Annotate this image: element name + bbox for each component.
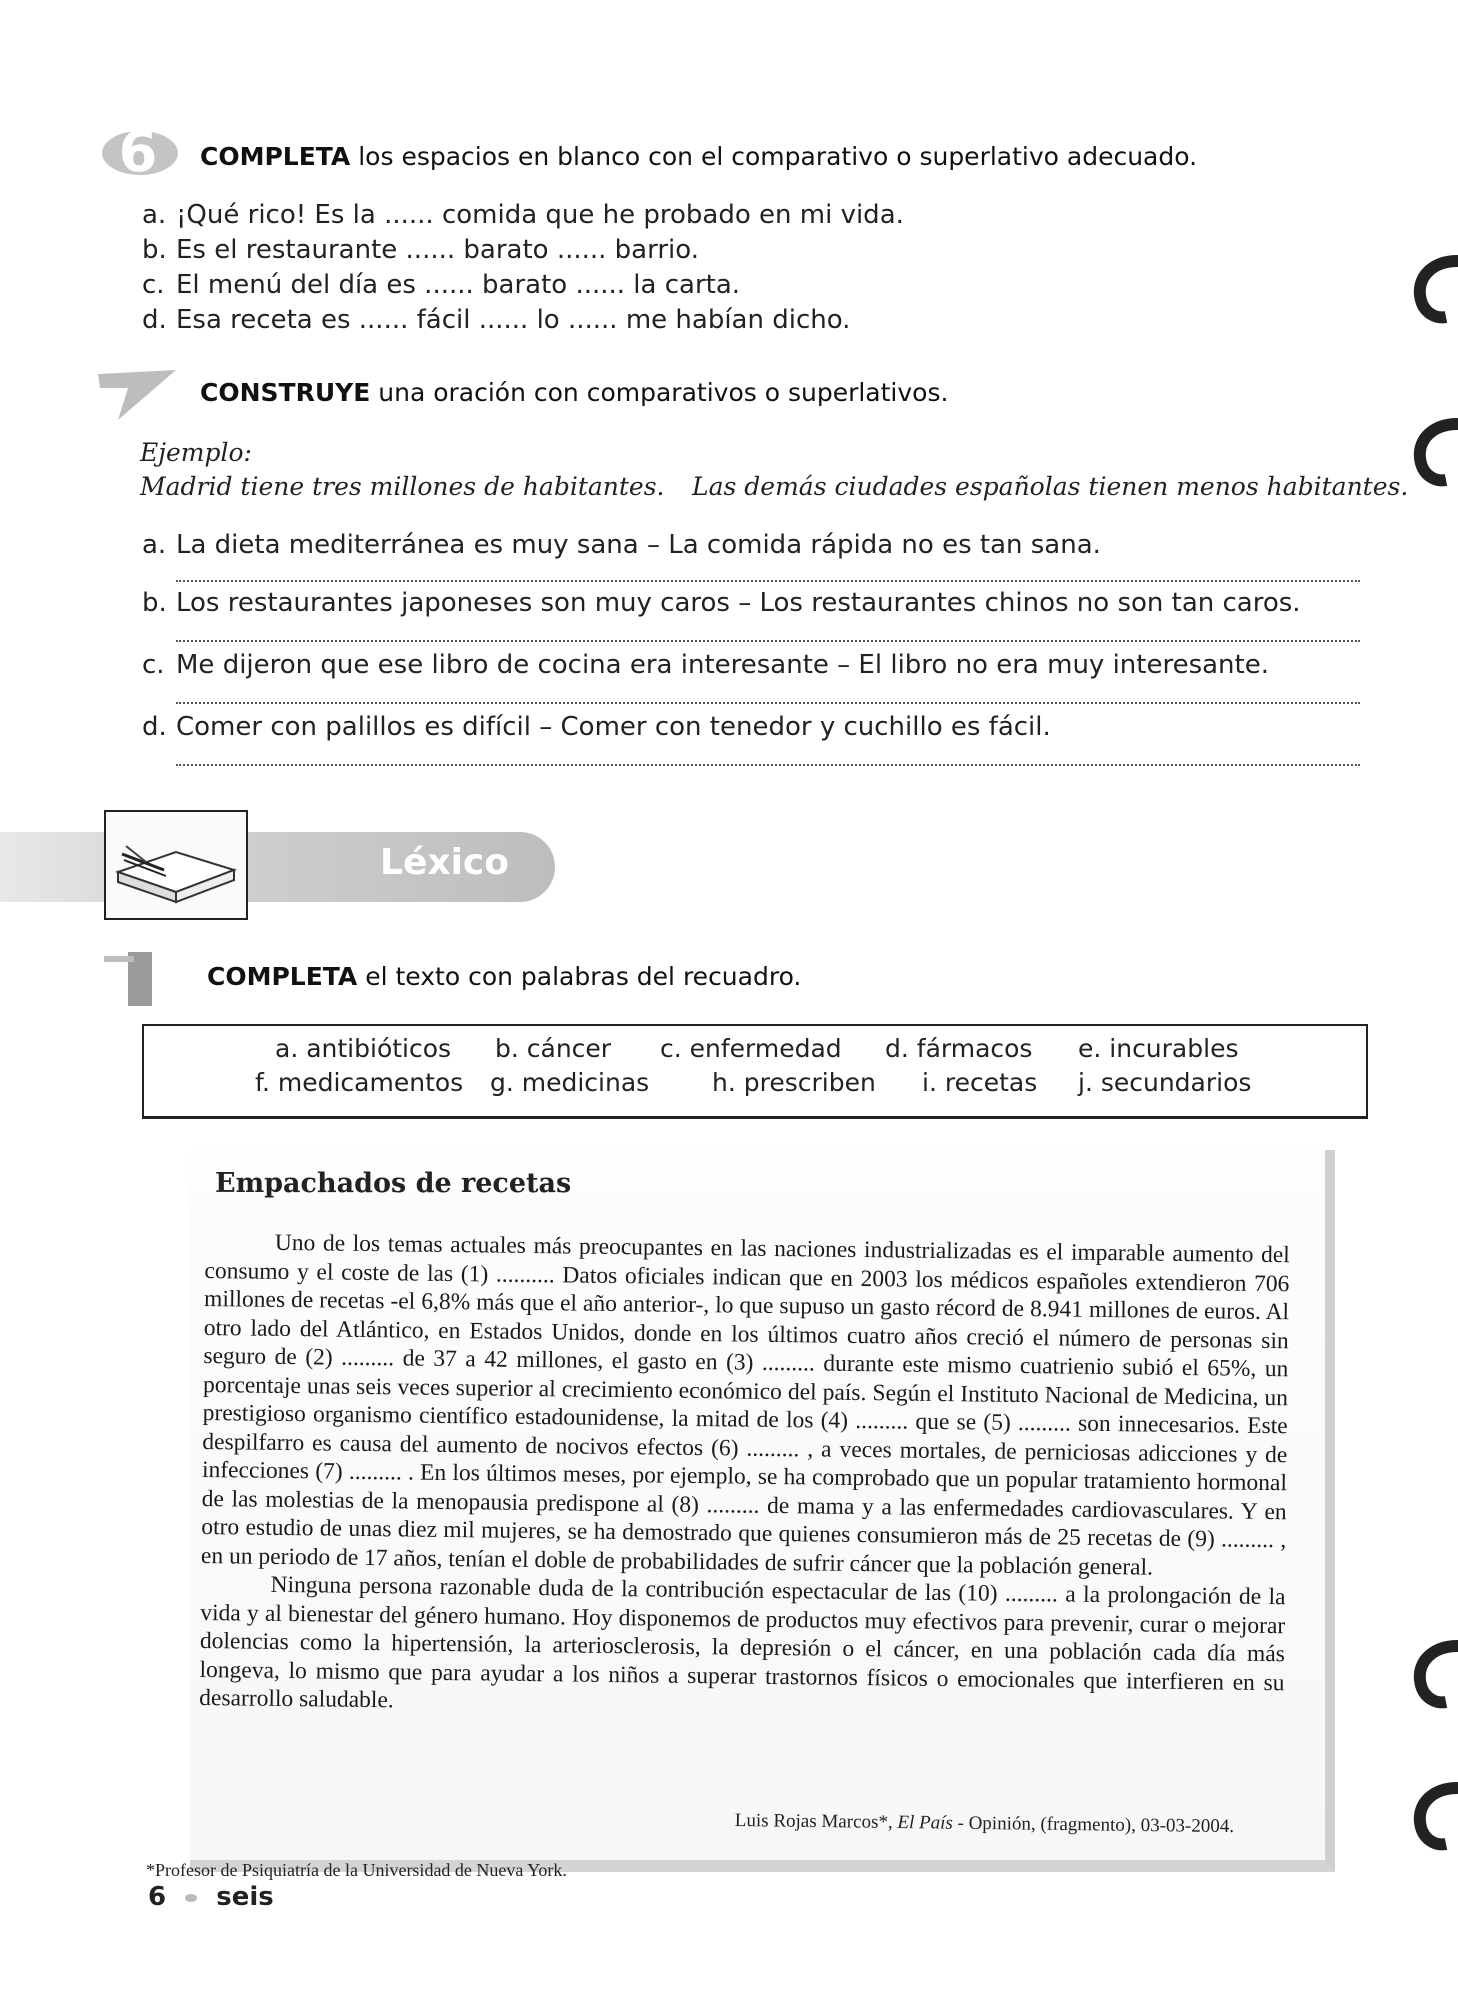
answer-line[interactable]: [176, 580, 1360, 582]
binding-ring-icon: [1412, 418, 1458, 488]
word-option: d. fármacos: [885, 1034, 1033, 1063]
exercise-7-badge-icon: [98, 366, 188, 422]
exercise-7-item: b. Los restaurantes japoneses son muy caros – Los restaurantes chinos no son tan caros.: [142, 588, 1301, 618]
word-option: j. secundarios: [1078, 1068, 1252, 1097]
example-label: Ejemplo:: [140, 438, 252, 467]
answer-line[interactable]: [176, 640, 1360, 642]
binding-ring-icon: [1412, 1640, 1458, 1710]
answer-line[interactable]: [176, 764, 1360, 766]
exercise-6-item: a. ¡Qué rico! Es la ...... comida que he probado en mi vida.: [142, 200, 904, 230]
page-number: 6 seis: [148, 1882, 274, 1912]
article-body: [199, 1228, 1290, 1726]
answer-line[interactable]: [176, 702, 1360, 704]
word-option: a. antibióticos: [275, 1034, 452, 1063]
exercise-7-item: d. Comer con palillos es difícil – Comer con tenedor y cuchillo es fácil.: [142, 712, 1051, 742]
article-title: Empachados de recetas: [215, 1168, 572, 1199]
word-option: i. recetas: [922, 1068, 1038, 1097]
exercise-1-title: COMPLETA el texto con palabras del recuadro.: [207, 962, 802, 991]
binding-ring-icon: [1412, 255, 1458, 325]
binding-ring-icon: [1412, 1782, 1458, 1852]
book-icon: [104, 810, 248, 920]
section-title: Léxico: [380, 842, 509, 883]
exercise-6-item: c. El menú del día es ...... barato ...... la carta.: [142, 270, 741, 300]
article-paragraph: Ninguna persona razonable duda de la contribución espectacular de las (10) ......... a la prolongación de la vida y al bienestar del género humano. Hoy disponemos de productos muy efectivos para prevenir, curar o mejorar dolencias como la hipertensión, la arteriosclerosis, la depresión o el cáncer, en una población cada día más longeva, lo mismo que para ayudar a los niños a superar trastornos físicos o emocionales que interfieren en su desarrollo saludable.: [199, 1571, 1286, 1714]
page-dot-icon: [185, 1894, 197, 1902]
exercise-6-item: d. Esa receta es ...... fácil ...... lo ...... me habían dicho.: [142, 305, 851, 335]
exercise-7-item: c. Me dijeron que ese libro de cocina era interesante – El libro no era muy interesante.: [142, 650, 1269, 680]
exercise-6-title: COMPLETA los espacios en blanco con el comparativo o superlativo adecuado.: [200, 142, 1198, 171]
footnote: *Profesor de Psiquiatría de la Universidad de Nueva York.: [146, 1860, 567, 1880]
word-option: b. cáncer: [495, 1034, 612, 1063]
word-option: c. enfermedad: [660, 1034, 842, 1063]
exercise-7-item: a. La dieta mediterránea es muy sana – La comida rápida no es tan sana.: [142, 530, 1101, 560]
word-option: e. incurables: [1078, 1034, 1239, 1063]
article-paragraph: Uno de los temas actuales más preocupantes en las naciones industrializadas es el imparable aumento del consumo y el coste de las (1) .......... Datos oficiales indican que en 2003 los médicos españoles extendieron 706 millones de recetas -el 6,8% más que el año anterior-, lo que supuso un gasto récord de 8.941 millones de euros. Al otro lado del Atlántico, en Estados Unidos, donde en los últimos cuatro años creció el número de personas sin seguro de (2) ......... de 37 a 42 millones, el gasto en (3) ......... durante este mismo cuatrienio subió el 65%, un porcentaje unas seis veces superior al crecimiento económico del país. Según el Instituto Nacional de Medicina, un prestigioso organismo científico estadounidense, la mitad de los (4) ......... que se (5) ......... son innecesarios. Este despilfarro es causa del aumento de nocivos efectos (6) ......... , a veces mortales, de perniciosas adicciones y de infecciones (7) ......... . En los últimos meses, por ejemplo, se ha comprobado que un popular tratamiento hormonal de las molestias de la menopausia predispone al (8) ......... de mama y a las enfermedades cardiovasculares. Y en otro estudio de unas diez mil mujeres, se ha demostrado que quienes consumieron más de 25 recetas de (9) ......... , en un periodo de 17 años, tenían el doble de probabilidades de sufrir cáncer que la población general.: [200, 1229, 1290, 1581]
example-right: Las demás ciudades españolas tienen menos habitantes.: [692, 472, 1409, 501]
exercise-7-title: CONSTRUYE una oración con comparativos o superlativos.: [200, 378, 949, 407]
example-left: Madrid tiene tres millones de habitantes.: [140, 472, 665, 501]
word-option: f. medicamentos: [255, 1068, 464, 1097]
word-option: h. prescriben: [712, 1068, 876, 1097]
exercise-7-number: [98, 366, 188, 422]
exercise-6-badge-icon: [100, 121, 190, 181]
exercise-6-item: b. Es el restaurante ...... barato ...... barrio.: [142, 235, 699, 265]
svg-text:6: 6: [118, 121, 158, 181]
article-source: Luis Rojas Marcos*, El País - Opinión, (fragmento), 03-03-2004.: [734, 1810, 1235, 1838]
exercise-6-number: [100, 120, 190, 180]
exercise-1-number-flag: [104, 956, 134, 962]
word-option: g. medicinas: [490, 1068, 650, 1097]
